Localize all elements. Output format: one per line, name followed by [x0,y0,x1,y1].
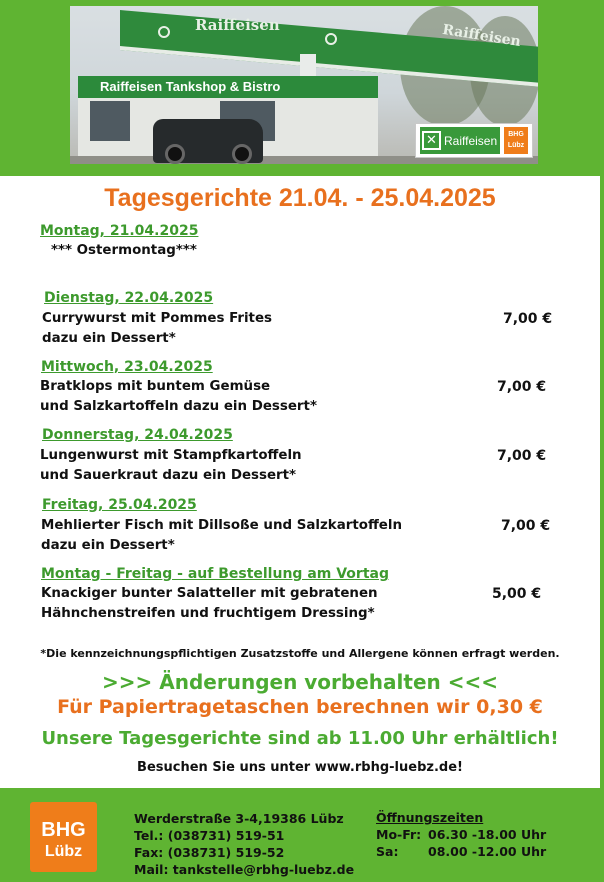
dish-wednesday-line2: und Salzkartoffeln dazu ein Dessert* [40,399,317,414]
fax-line: Fax: (038731) 519-52 [134,845,285,860]
bhg-luebz-logo [30,802,97,872]
allergen-note: *Die kennzeichnungspflichtigen Zusatzstoffe und Allergene können erfragt werden. [40,647,560,660]
changes-reserved: >>> Änderungen vorbehalten <<< [102,670,498,694]
canopy-text: Raiffeisen [195,16,280,34]
canopy-text-right: Raiffeisen [441,21,522,51]
availability-note: Unsere Tagesgerichte sind ab 11.00 Uhr erhältlich! [41,728,559,749]
hours-days: Mo-Fr: [376,827,422,842]
email-line: Mail: tankstelle@rbhg-luebz.de [134,862,355,877]
dish-monday: *** Ostermontag*** [51,243,197,258]
hours-days: Sa: [376,844,399,859]
price-tuesday: 7,00 € [503,311,553,327]
bhg-logo-text: BHG [41,819,86,841]
website-note: Besuchen Sie uns unter www.rbhg-luebz.de! [137,760,463,775]
dish-tuesday-line1: Currywurst mit Pommes Frites [42,311,273,326]
car-wheel [232,144,252,164]
price-friday: 7,00 € [501,518,551,534]
hours-row-saturday [376,844,547,859]
raiffeisen-emblem-icon [325,33,337,45]
raiffeisen-logo-text: Raiffeisen [444,133,498,148]
bag-fee-note: Für Papiertragetaschen berechnen wir 0,30 € [57,696,543,718]
phone-line: Tel.: (038731) 519-51 [134,828,285,843]
day-heading-thursday: Donnerstag, 24.04.2025 [42,427,233,443]
price-wednesday: 7,00 € [497,379,547,395]
hours-row-weekdays [376,827,547,842]
raiffeisen-emblem-icon [158,26,170,38]
dish-friday-line1: Mehlierter Fisch mit Dillsoße und Salzkartoffeln [41,518,403,533]
opening-hours-title: Öffnungszeiten [376,810,484,825]
shop-sign: Raiffeisen Tankshop & Bistro [78,76,378,98]
bhg-logo-subtext: Lübz [44,843,83,860]
raiffeisen-logo [420,127,500,154]
hours-time: 08.00 -12.00 Uhr [428,844,547,859]
bhg-mini-logo [504,127,528,154]
day-heading-monday: Montag, 21.04.2025 [40,223,199,239]
dish-thursday-line1: Lungenwurst mit Stampfkartoffeln [40,448,302,463]
bhg-mini-subtext: Lübz [507,142,525,149]
raiffeisen-cross-icon: ✕ [422,131,441,150]
price-weekly: 5,00 € [492,586,542,602]
dish-wednesday-line1: Bratklops mit buntem Gemüse [40,379,271,394]
menu-title: Tagesgerichte 21.04. - 25.04.2025 [104,184,496,212]
car-wheel [165,144,185,164]
dish-weekly-line1: Knackiger bunter Salatteller mit gebratenen [41,586,378,601]
gas-station-photo [70,6,538,164]
address-line: Werderstraße 3-4,19386 Lübz [134,811,344,826]
menu-panel [0,176,600,788]
day-heading-tuesday: Dienstag, 22.04.2025 [44,290,214,306]
day-heading-wednesday: Mittwoch, 23.04.2025 [41,359,213,375]
dish-thursday-line2: und Sauerkraut dazu ein Dessert* [40,468,297,483]
raiffeisen-bhg-badge [415,123,533,158]
bhg-mini-text: BHG [508,131,524,138]
hours-time: 06.30 -18.00 Uhr [428,827,547,842]
shop-window [90,101,130,141]
contact-block [134,810,354,878]
price-thursday: 7,00 € [497,448,547,464]
day-heading-friday: Freitag, 25.04.2025 [42,497,197,513]
dish-friday-line2: dazu ein Dessert* [41,538,175,553]
day-heading-weekly: Montag - Freitag - auf Bestellung am Vortag [41,566,389,582]
dish-tuesday-line2: dazu ein Dessert* [42,331,176,346]
dish-weekly-line2: Hähnchenstreifen und fruchtigem Dressing* [41,606,375,621]
